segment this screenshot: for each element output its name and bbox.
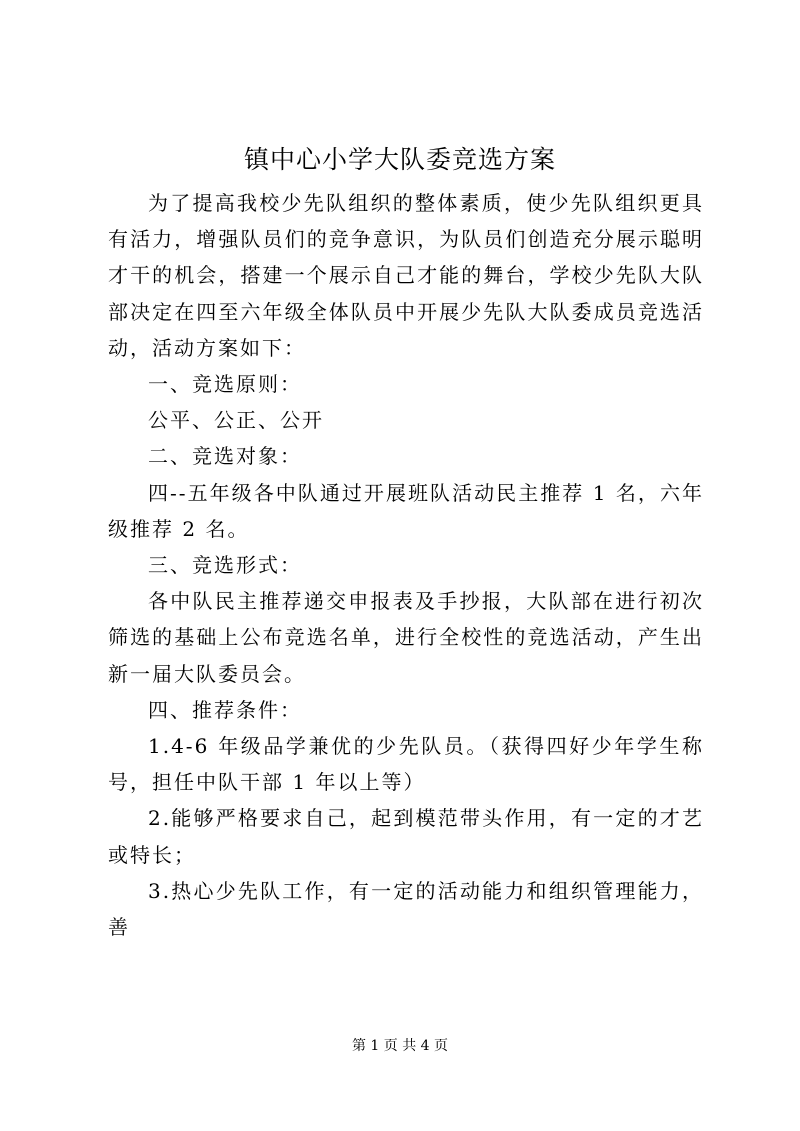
principles-text: 公平、公正、公开	[148, 408, 324, 433]
condition-item-2: 2.能够严格要求自己，起到模范带头作用，有一定的才艺或特长；	[108, 806, 704, 867]
section-heading-conditions: 四、推荐条件：	[148, 697, 302, 722]
targets-text: 四--五年级各中队通过开展班队活动民主推荐 1 名，六年级推荐 2 名。	[108, 480, 704, 541]
page-number-footer: 第 1 页 共 4 页	[351, 1038, 449, 1054]
document-title: 镇中心小学大队委竞选方案	[243, 145, 556, 174]
document-body	[108, 185, 704, 945]
form-text: 各中队民主推荐递交申报表及手抄报，大队部在进行初次筛选的基础上公布竞选名单，进行全校性的竞选活动，产生出新一届大队委员会。	[108, 589, 704, 686]
section-heading-principles: 一、竞选原则：	[148, 372, 302, 397]
section-heading-targets: 二、竞选对象：	[148, 444, 302, 469]
condition-item-3: 3.热心少先队工作，有一定的活动能力和组织管理能力，善	[108, 878, 704, 940]
section-heading-form: 三、竞选形式：	[148, 553, 302, 578]
condition-item-1: 1.4-6 年级品学兼优的少先队员。（获得四好少年学生称号，担任中队干部 1 年以上等）	[108, 734, 704, 795]
intro-paragraph: 为了提高我校少先队组织的整体素质，使少先队组织更具有活力，增强队员们的竞争意识，为队员们创造充分展示聪明才干的机会，搭建一个展示自己才能的舞台，学校少先队大队部决定在四至六年级全体队员中开展少先队大队委成员竞选活动，活动方案如下：	[108, 191, 704, 360]
